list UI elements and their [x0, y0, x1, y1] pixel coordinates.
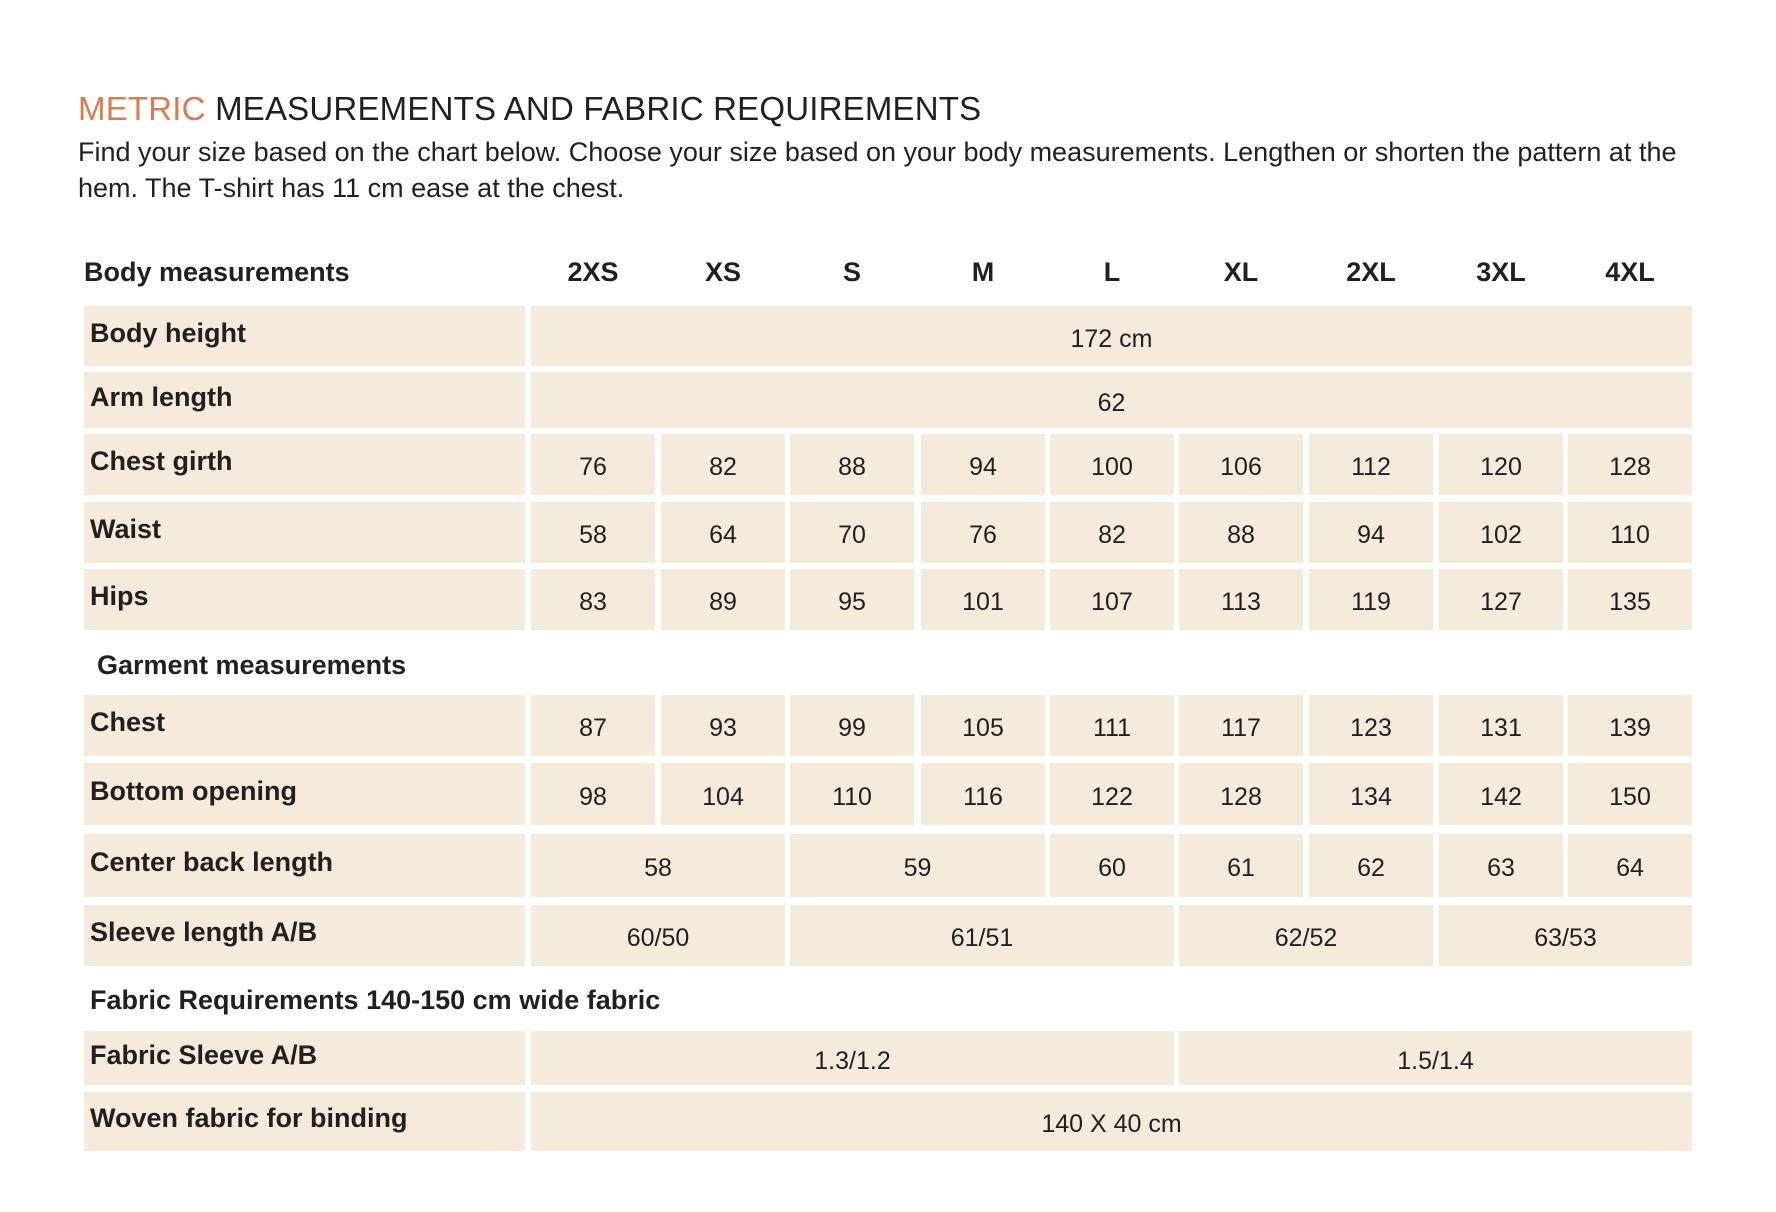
- size-column-header: L: [1103, 256, 1121, 287]
- table-cell: 135: [1568, 569, 1692, 630]
- size-column-header: 4XL: [1605, 256, 1655, 287]
- row-label-woven-fabric: Woven fabric for binding: [84, 1092, 525, 1151]
- table-cell: 104: [661, 763, 785, 825]
- table-cell: 88: [1179, 502, 1303, 563]
- page-title: [78, 90, 981, 128]
- table-cell: 58: [531, 502, 655, 563]
- table-cell: 131: [1439, 695, 1563, 756]
- table-cell: 120: [1439, 434, 1563, 495]
- size-column-header: 2XL: [1346, 256, 1396, 287]
- table-cell: 1.5/1.4: [1179, 1031, 1692, 1085]
- table-cell: 63: [1439, 834, 1563, 897]
- title-accent: METRIC: [78, 90, 206, 127]
- row-label-body-height: Body height: [84, 306, 525, 366]
- table-cell: 83: [531, 569, 655, 630]
- title-rest: MEASUREMENTS AND FABRIC REQUIREMENTS: [205, 90, 982, 127]
- table-cell: 76: [531, 434, 655, 495]
- table-cell: 106: [1179, 434, 1303, 495]
- table-cell: 61/51: [790, 905, 1174, 966]
- table-cell: 127: [1439, 569, 1563, 630]
- table-cell: 95: [790, 569, 914, 630]
- table-cell: 61: [1179, 834, 1303, 897]
- table-cell: 1.3/1.2: [531, 1031, 1174, 1085]
- table-header-label: Body measurements: [84, 256, 350, 287]
- table-cell: 87: [531, 695, 655, 756]
- size-column-header: XL: [1223, 256, 1259, 287]
- table-cell: 128: [1179, 763, 1303, 825]
- row-label-waist: Waist: [84, 502, 525, 563]
- row-label-chest: Chest: [84, 695, 525, 756]
- table-cell: 94: [921, 434, 1045, 495]
- table-cell: 99: [790, 695, 914, 756]
- table-cell: 89: [661, 569, 785, 630]
- size-column-header: 3XL: [1476, 256, 1526, 287]
- table-cell: 122: [1050, 763, 1174, 825]
- row-label-chest-girth: Chest girth: [84, 434, 525, 495]
- table-cell: 93: [661, 695, 785, 756]
- table-cell: 100: [1050, 434, 1174, 495]
- table-cell: 123: [1309, 695, 1433, 756]
- table-cell: 82: [661, 434, 785, 495]
- table-cell: 139: [1568, 695, 1692, 756]
- table-cell: 98: [531, 763, 655, 825]
- intro-text: Find your size based on the chart below. Choose your size based on your body measurements. Lengthen or shorten the pattern at the hem. The T-shirt has 11 cm ease at the chest.: [78, 137, 1677, 203]
- size-column-header: XS: [704, 256, 742, 287]
- table-cell: 107: [1050, 569, 1174, 630]
- size-column-header: S: [842, 256, 861, 287]
- row-label-center-back-length: Center back length: [84, 834, 525, 897]
- table-cell: 150: [1568, 763, 1692, 825]
- row-label-hips: Hips: [84, 569, 525, 630]
- table-cell: 142: [1439, 763, 1563, 825]
- table-cell: 116: [921, 763, 1045, 825]
- table-cell: 119: [1309, 569, 1433, 630]
- table-cell: 64: [661, 502, 785, 563]
- section-fabric-requirements: Fabric Requirements 140-150 cm wide fabric: [90, 984, 661, 1015]
- table-cell: 128: [1568, 434, 1692, 495]
- section-garment-measurements: Garment measurements: [97, 649, 407, 680]
- table-cell: 62: [1309, 834, 1433, 897]
- table-cell: 110: [1568, 502, 1692, 563]
- table-cell: 172 cm: [531, 306, 1692, 366]
- table-cell: 60/50: [531, 905, 785, 966]
- table-cell: 94: [1309, 502, 1433, 563]
- size-column-header: M: [971, 256, 995, 287]
- table-cell: 110: [790, 763, 914, 825]
- table-cell: 59: [790, 834, 1045, 897]
- table-cell: 62/52: [1179, 905, 1433, 966]
- table-cell: 111: [1050, 695, 1174, 756]
- table-cell: 112: [1309, 434, 1433, 495]
- table-cell: 102: [1439, 502, 1563, 563]
- row-label-arm-length: Arm length: [84, 372, 525, 428]
- table-cell: 70: [790, 502, 914, 563]
- table-cell: 82: [1050, 502, 1174, 563]
- table-cell: 134: [1309, 763, 1433, 825]
- table-cell: 140 X 40 cm: [531, 1092, 1692, 1151]
- row-label-bottom-opening: Bottom opening: [84, 763, 525, 825]
- table-cell: 117: [1179, 695, 1303, 756]
- table-cell: 60: [1050, 834, 1174, 897]
- row-label-fabric-sleeve: Fabric Sleeve A/B: [84, 1031, 525, 1085]
- table-cell: 113: [1179, 569, 1303, 630]
- table-cell: 63/53: [1439, 905, 1692, 966]
- table-cell: 105: [921, 695, 1045, 756]
- size-column-header: 2XS: [567, 256, 619, 287]
- table-cell: 58: [531, 834, 785, 897]
- table-cell: 88: [790, 434, 914, 495]
- table-cell: 76: [921, 502, 1045, 563]
- row-label-sleeve-length: Sleeve length A/B: [84, 905, 525, 966]
- table-cell: 101: [921, 569, 1045, 630]
- table-cell: 62: [531, 372, 1692, 428]
- table-cell: 64: [1568, 834, 1692, 897]
